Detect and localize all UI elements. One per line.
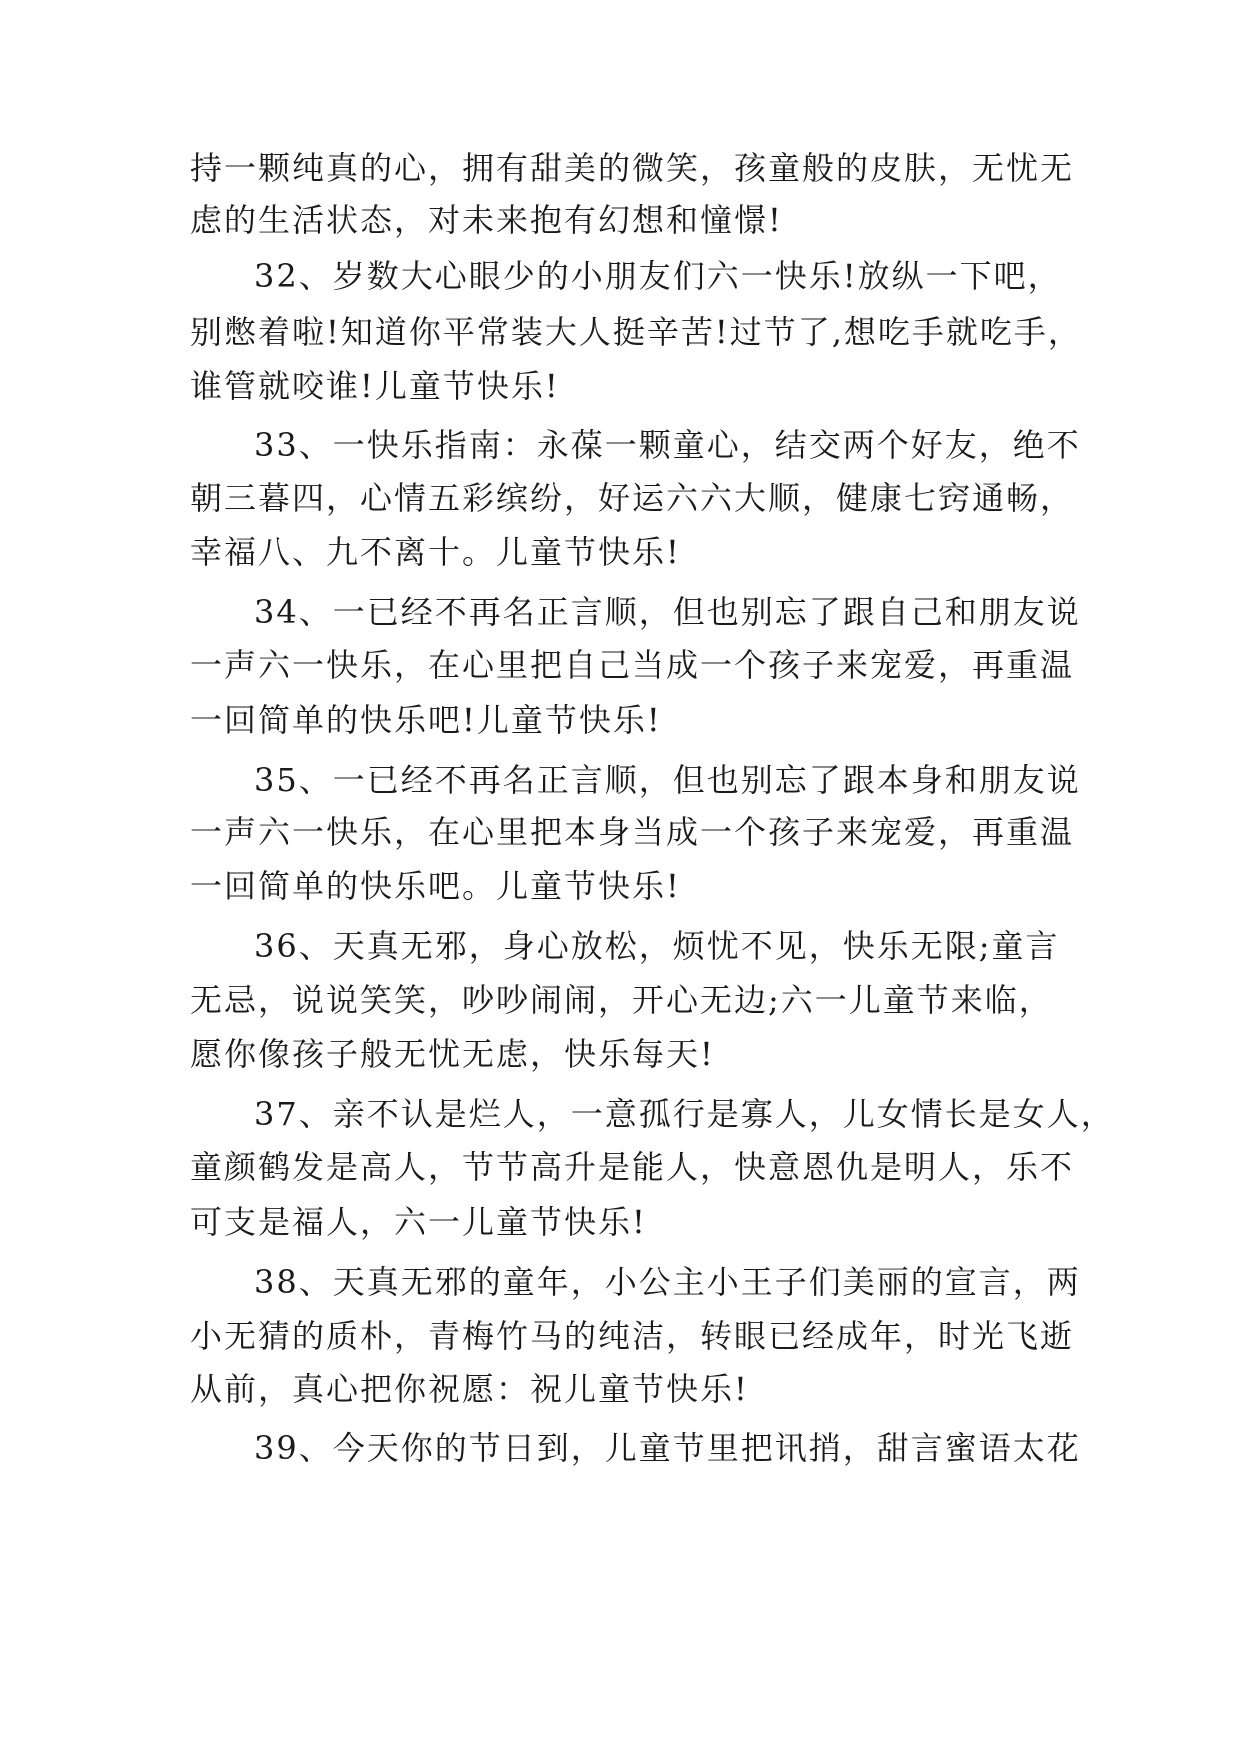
paragraph-35-line: 一回简单的快乐吧。儿童节快乐! [190,867,681,905]
paragraph-36-line: 36、天真无邪，身心放松，烦忧不见，快乐无限;童言 [254,927,1060,965]
paragraph-38-line: 小无猜的质朴，青梅竹马的纯洁，转眼已经成年，时光飞逝 [190,1317,1075,1355]
paragraph-32-line: 别憋着啦!知道你平常装大人挺辛苦!过节了,想吃手就吃手， [190,313,1082,351]
paragraph-35-line: 一声六一快乐，在心里把本身当成一个孩子来宠爱，再重温 [190,813,1075,851]
paragraph-37-line: 童颜鹤发是高人，节节高升是能人，快意恩仇是明人，乐不 [190,1148,1075,1186]
paragraph-33-line: 朝三暮四，心情五彩缤纷，好运六六大顺，健康七窍通畅， [190,479,1075,517]
text-line: 虑的生活状态，对未来抱有幻想和憧憬! [190,201,783,239]
paragraph-36-line: 无忌，说说笑笑，吵吵闹闹，开心无边;六一儿童节来临， [190,981,1053,1019]
paragraph-37-line: 37、亲不认是烂人，一意孤行是寡人，儿女情长是女人， [254,1095,1115,1133]
paragraph-33-line: 33、一快乐指南：永葆一颗童心，结交两个好友，绝不 [254,426,1081,464]
paragraph-33-line: 幸福八、九不离十。儿童节快乐! [190,533,681,571]
paragraph-34-line: 一回简单的快乐吧!儿童节快乐! [190,701,662,739]
paragraph-35-line: 35、一已经不再名正言顺，但也别忘了跟本身和朋友说 [254,761,1081,799]
paragraph-32-line: 谁管就咬谁!儿童节快乐! [190,367,560,405]
paragraph-34-line: 一声六一快乐，在心里把自己当成一个孩子来宠爱，再重温 [190,646,1075,684]
paragraph-39-line: 39、今天你的节日到，儿童节里把讯捎，甜言蜜语太花 [254,1429,1081,1467]
paragraph-36-line: 愿你像孩子般无忧无虑，快乐每天! [190,1035,715,1073]
paragraph-37-line: 可支是福人，六一儿童节快乐! [190,1203,647,1241]
text-line: 持一颗纯真的心，拥有甜美的微笑，孩童般的皮肤，无忧无 [190,149,1075,187]
paragraph-38-line: 从前，真心把你祝愿：祝儿童节快乐! [190,1370,749,1408]
paragraph-32-line: 32、岁数大心眼少的小朋友们六一快乐!放纵一下吧， [254,257,1062,295]
paragraph-38-line: 38、天真无邪的童年，小公主小王子们美丽的宣言，两 [254,1263,1081,1301]
paragraph-34-line: 34、一已经不再名正言顺，但也别忘了跟自己和朋友说 [254,593,1081,631]
